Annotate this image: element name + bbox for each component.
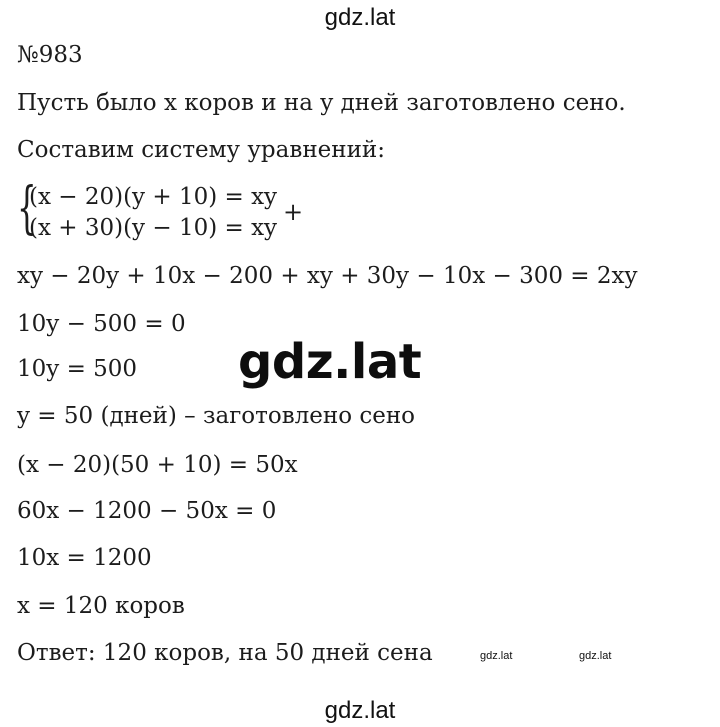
system-equation-2: (x + 30)(y − 10) = xy	[29, 215, 278, 241]
step-line: (x − 20)(50 + 10) = 50x	[17, 452, 298, 478]
watermark-top: gdz.lat	[324, 4, 396, 31]
step-line: x = 120 коров	[17, 593, 185, 619]
watermark-small: gdz.lat	[480, 650, 513, 662]
system-label: Составим систему уравнений:	[17, 137, 385, 163]
step-line: xy − 20y + 10x − 200 + xy + 30y − 10x − 300 = 2xy	[17, 263, 638, 289]
system-equation-1: (x − 20)(y + 10) = xy	[29, 184, 278, 210]
addition-sign: +	[283, 198, 304, 226]
step-line: 60x − 1200 − 50x = 0	[17, 498, 277, 524]
step-line: 10y − 500 = 0	[17, 311, 186, 337]
watermark-center: gdz.lat	[238, 334, 422, 390]
intro-text: Пусть было x коров и на y дней заготовлено сено.	[17, 90, 626, 116]
answer-line: Ответ: 120 коров, на 50 дней сена	[17, 640, 433, 666]
watermark-small: gdz.lat	[579, 650, 612, 662]
watermark-bottom: gdz.lat	[324, 697, 396, 724]
problem-number: №983	[17, 42, 83, 68]
step-line: 10x = 1200	[17, 545, 152, 571]
step-line: 10y = 500	[17, 356, 138, 382]
system-brace-icon: {	[17, 176, 37, 241]
step-line: y = 50 (дней) – заготовлено сено	[17, 403, 416, 429]
